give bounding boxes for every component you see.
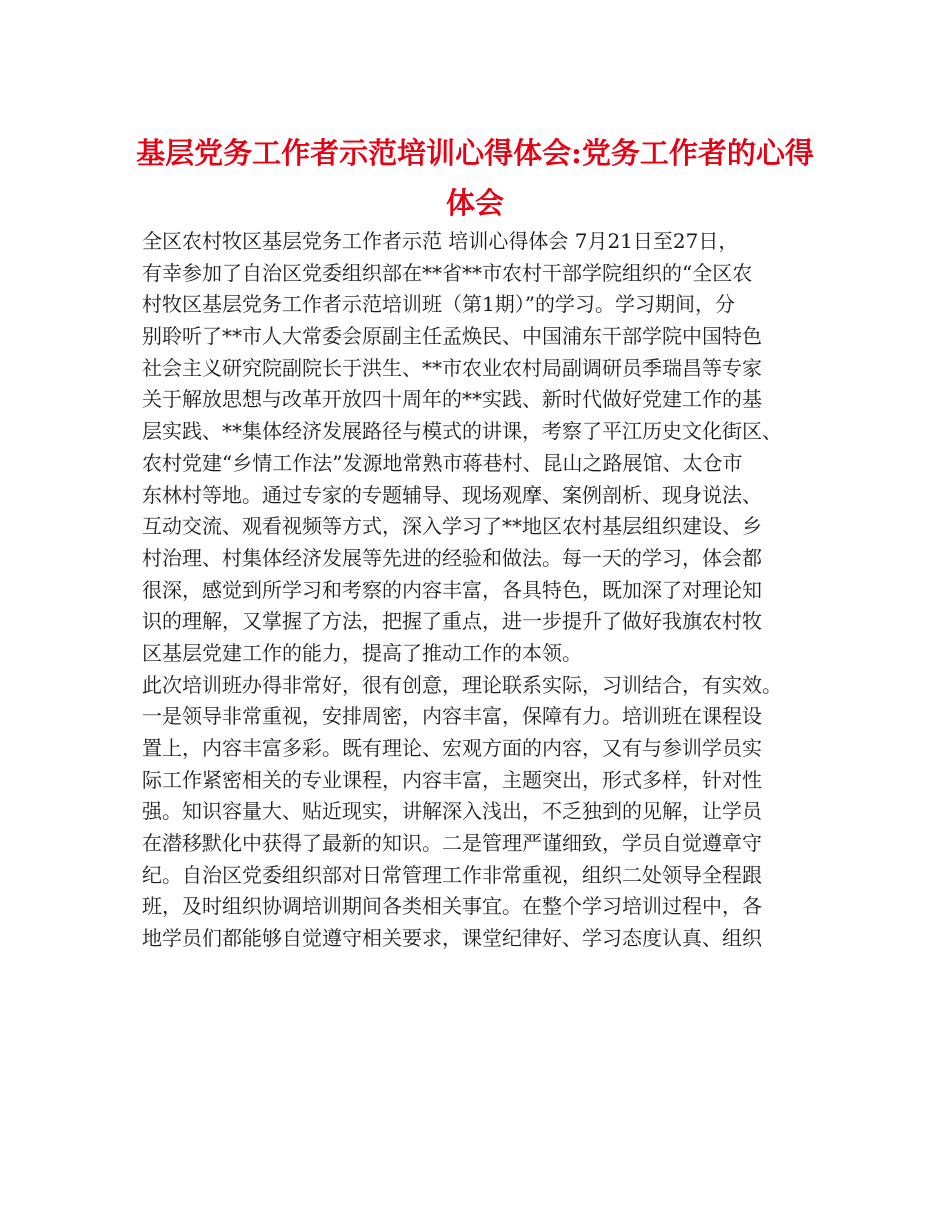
- body-line: 全区农村牧区基层党务工作者示范 培训心得体会 7月21日至27日，: [142, 229, 739, 253]
- body-text: [142, 226, 832, 955]
- body-line: 村牧区基层党务工作者示范培训班（第1期）”的学习。学习期间，分: [142, 292, 735, 317]
- body-line: 在潜移默化中获得了最新的知识。二是管理严谨细致，学员自觉遵章守: [142, 831, 762, 856]
- body-line: 际工作紧密相关的专业课程，内容丰富，主题突出，形式多样，针对性: [142, 767, 762, 792]
- body-line: 置上，内容丰富多彩。既有理论、宏观方面的内容，又有与参训学员实: [142, 736, 762, 760]
- body-line: 村治理、村集体经济发展等先进的经验和做法。每一天的学习，体会都: [142, 545, 762, 570]
- body-line: 社会主义研究院副院长于洪生、**市农业农村局副调研员季瑞昌等专家: [142, 355, 762, 380]
- title-line-2: 体会: [445, 186, 504, 220]
- body-line: 强。知识容量大、贴近现实，讲解深入浅出，不乏独到的见解，让学员: [142, 799, 762, 824]
- title-line-1: 基层党务工作者示范培训心得体会:党务工作者的心得: [136, 136, 814, 170]
- page-title: [130, 128, 820, 228]
- body-line: 地学员们都能够自觉遵守相关要求，课堂纪律好、学习态度认真、组织: [142, 926, 762, 951]
- body-line: 有幸参加了自治区党委组织部在**省**市农村干部学院组织的“全区农: [142, 260, 753, 285]
- body-line: 东林村等地。通过专家的专题辅导、现场观摩、案例剖析、现身说法、: [142, 482, 762, 507]
- body-line: 农村党建“乡情工作法”发源地常熟市蒋巷村、昆山之路展馆、太仓市: [142, 450, 743, 475]
- body-line: 识的理解，又掌握了方法，把握了重点，进一步提升了做好我旗农村牧: [142, 609, 762, 634]
- body-line: 班，及时组织协调培训期间各类相关事宜。在整个学习培训过程中，各: [142, 894, 762, 919]
- body-line: 互动交流、观看视频等方式，深入学习了**地区农村基层组织建设、乡: [142, 514, 762, 539]
- body-line: 层实践、**集体经济发展路径与模式的讲课，考察了平江历史文化街区、: [142, 419, 782, 444]
- body-line: 此次培训班办得非常好，很有创意，理论联系实际，习训结合，有实效。: [142, 672, 782, 697]
- body-line: 很深，感觉到所学习和考察的内容丰富，各具特色，既加深了对理论知: [142, 577, 762, 602]
- body-line: 别聆听了**市人大常委会原副主任孟焕民、中国浦东干部学院中国特色: [142, 324, 762, 349]
- body-line: 区基层党建工作的能力，提高了推动工作的本领。: [142, 640, 582, 665]
- body-line: 纪。自治区党委组织部对日常管理工作非常重视，组织二处领导全程跟: [142, 862, 762, 887]
- body-line: 一是领导非常重视，安排周密，内容丰富，保障有力。培训班在课程设: [142, 704, 762, 729]
- body-line: 关于解放思想与改革开放四十周年的**实践、新时代做好党建工作的基: [142, 387, 762, 412]
